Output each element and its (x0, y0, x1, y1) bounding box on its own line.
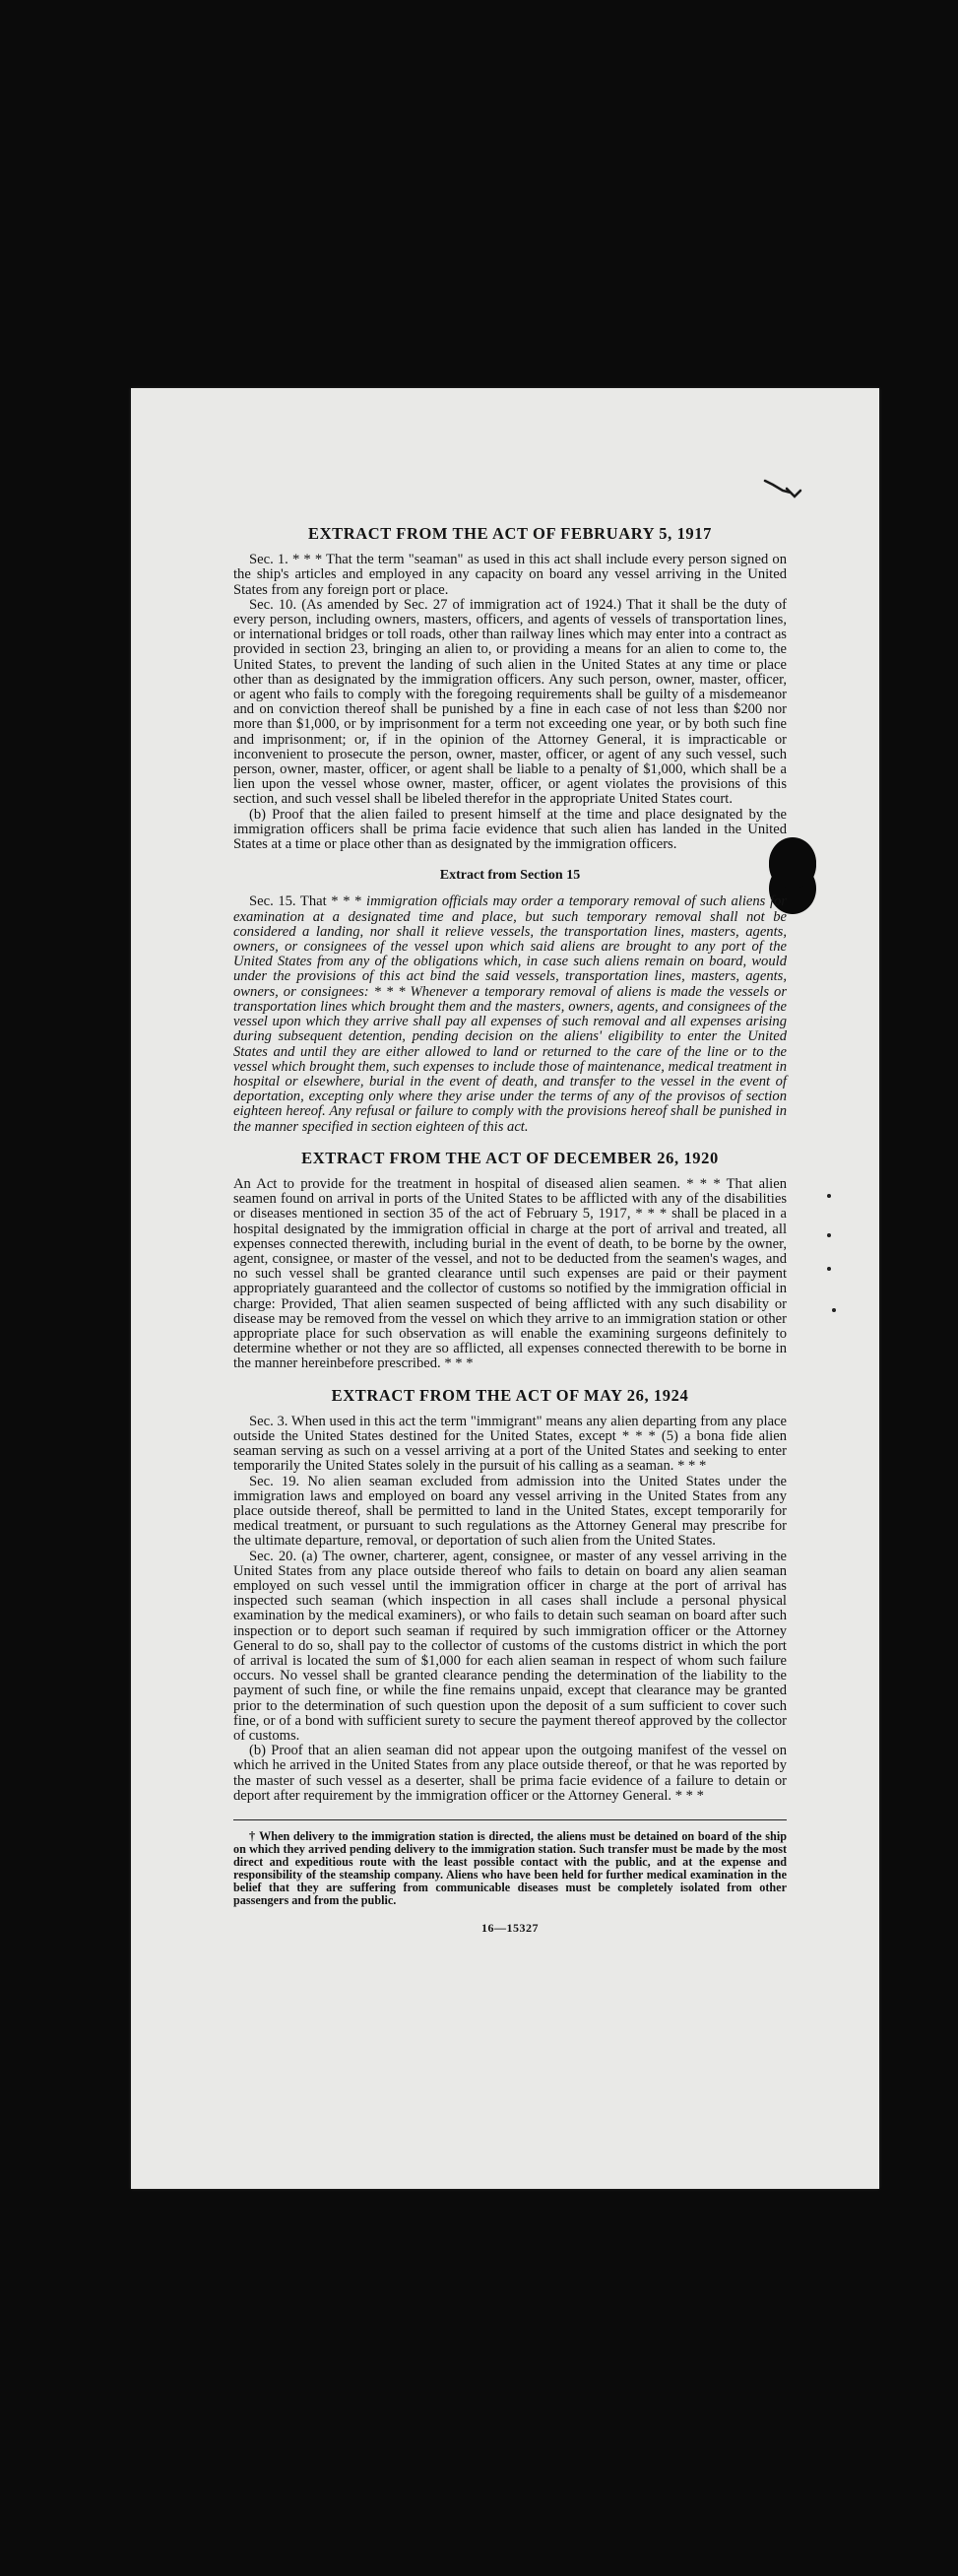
paragraph: Sec. 1. * * * That the term "seaman" as used in this act shall include every person signed on the ship's articles and employed in any capacity on board any vessel arriving in the United States from any foreign port or place. (233, 552, 787, 598)
paragraph: (b) Proof that an alien seaman did not appear upon the outgoing manifest of the vessel on which he arrived in the United States from any place outside thereof, or that he was reported by the master of such vessel as a deserter, shall be prima facie evidence of a failure to detain or deport after requirement by the immigration officer or the Attorney General. * * * (233, 1743, 787, 1804)
paragraph: Sec. 10. (As amended by Sec. 27 of immigration act of 1924.) That it shall be the duty of every person, including owners, masters, officers, and agents of vessels of transportation lines, or international bridges or toll roads, other than railway lines which may enter into a contract as provided in section 23, bringing an alien to, or providing a means for an alien to come to, the United States, to prevent the landing of such alien in the United States at any time or place other than as designated by the immigration officers. Any such person, owner, master, officer, or agent who fails to comply with the foregoing requirements shall be guilty of a misdemeanor and on conviction thereof shall be punished by a fine in each case of not less than $200 nor more than $1,000, or by imprisonment for a term not exceeding one year, or by both such fine and imprisonment; or, if in the opinion of the Attorney General, it is impracticable or inconvenient to prosecute the person, owner, master, officer, or agent of any such vessel, such person, owner, master, officer, or agent shall be liable to a penalty of $1,000, which shall be a lien upon the vessel whose owner, master, officer, or agent violates the provisions of this section, and such vessel shall be libeled therefor in the appropriate United States court. (233, 596, 787, 808)
document-page (131, 388, 879, 2189)
paragraph (233, 894, 787, 1134)
paragraph-lead: Sec. 15. That * * * (249, 893, 367, 910)
paragraph: Sec. 20. (a) The owner, charterer, agent, consignee, or master of any vessel arriving in the United States from any place outside thereof who fails to detain on board any alien seaman employed on such vessel until the immigration officer in charge at the port of arrival has inspected such seaman (which inspection in all cases shall include a personal physical examination by the medical examiners), or who fails to detain such seaman on board after such inspection or to deport such seaman if required by such immigration officer or the Attorney General to do so, shall pay to the collector of customs of the customs district in which the port of arrival is located the sum of $1,000 for each alien seaman in respect of whom such failure occurs. No vessel shall be granted clearance pending the determination of the liability to the payment of such fine, or while the fine remains unpaid, except that clearance may be granted prior to the determination of such question upon the deposit of a sum sufficient to cover such fine, or of a bond with sufficient surety to secure the payment thereof approved by the collector of customs. (233, 1548, 787, 1745)
section-title: EXTRACT FROM THE ACT OF MAY 26, 1924 (331, 1385, 689, 1405)
form-number: 16—15327 (481, 1921, 539, 1936)
margin-dot (827, 1267, 831, 1271)
document-text (233, 526, 787, 1936)
margin-dot (832, 1308, 836, 1312)
paragraph: (b) Proof that the alien failed to present himself at the time and place designated by the immigration officers shall be prima facie evidence that such alien has landed in the United States at a time or place other than as designated by the immigration officers. (233, 806, 787, 853)
section-title: EXTRACT FROM THE ACT OF DECEMBER 26, 1920 (301, 1148, 719, 1167)
paragraph-italic: immigration officials may order a temporary removal of such aliens for examination at a designated time and place, but such temporary removal shall not be considered a landing, nor shall it relieve vessels, the transportation lines, masters, agents, owners, or consignees of the vessel upon which said aliens are brought to any port of the United States from any of the obligations which, in case such aliens remain on board, would under the provisions of this act bind the said vessels, transportation lines, masters, agents, owners, or consignees: * * * Whenever a temporary removal of aliens is made the vessels or transportation lines which brought them and the masters, owners, agents, and consignees of the vessel upon which they arrive shall pay all expenses of such removal and all expenses arising during subsequent detention, pending decision on the aliens' eligibility to enter the United States and until they are either allowed to land or returned to the care of the line or to the vessel which brought them, such expenses to include those of maintenance, medical treatment in hospital or elsewhere, burial in the event of death, and transfer to the vessel in the event of deportation, excepting only where they arise under the terms of any of the provisos of section eighteen hereof. Any refusal or failure to comply with the provisions hereof shall be punished in the manner specified in section eighteen of this act. (233, 893, 787, 1135)
paragraph: An Act to provide for the treatment in hospital of diseased alien seamen. * * * That alien seamen found on arrival in ports of the United States to be afflicted with any of the disabilities or diseases mentioned in section 35 of the act of February 5, 1917, * * * shall be placed in a hospital designated by the immigration official in charge at the port of arrival and treated, all expenses connected therewith, including burial in the event of death, to be borne by the owner, agent, consignee, or master of the vessel, and not to be deducted from the seamen's wages, and no such vessel shall be granted clearance until such expenses are paid or their payment appropriately guaranteed and the collector of customs so notified by the immigration official in charge: Provided, That alien seamen suspected of being afflicted with any such disability or disease may be removed from the vessel on which they arrive to an immigration station or other appropriate place for such observation as will enable the examining surgeons definitely to determine whether or not they are so afflicted, all expenses connected therewith to be borne in the manner hereinbefore prescribed. * * * (233, 1175, 787, 1372)
margin-dot (827, 1194, 831, 1198)
section-title: Extract from Section 15 (439, 868, 581, 884)
footnote: † When delivery to the immigration station is directed, the aliens must be detained on board of the ship on which they arrived pending delivery to the immigration station. Such transfer must be made by the most direct and expeditious route with the least possible contact with the public, and at the expense and responsibility of the steamship company. Aliens who have been held for further medical examination in the belief that they are suffering from communicable diseases must be completely isolated from other passengers and from the public. (233, 1829, 787, 1908)
footnote-divider (233, 1819, 787, 1820)
handwritten-check-mark (761, 473, 804, 502)
paragraph: Sec. 19. No alien seaman excluded from admission into the United States under the immigration laws and employed on board any vessel arriving in the United States from any place outside thereof, shall be permitted to land in the United States, except temporarily for medical treatment, or pursuant to such regulations as the Attorney General may prescribe for the ultimate departure, removal, or deportation of such alien from the United States. (233, 1473, 787, 1550)
section-title: EXTRACT FROM THE ACT OF FEBRUARY 5, 1917 (308, 524, 712, 543)
paragraph: Sec. 3. When used in this act the term "immigrant" means any alien departing from any place outside the United States destined for the United States, except * * * (5) a bona fide alien seaman serving as such on a vessel arriving at a port of the United States and seeking to enter temporarily the United States solely in the pursuit of his calling as a seaman. * * * (233, 1413, 787, 1475)
margin-dot (827, 1233, 831, 1237)
